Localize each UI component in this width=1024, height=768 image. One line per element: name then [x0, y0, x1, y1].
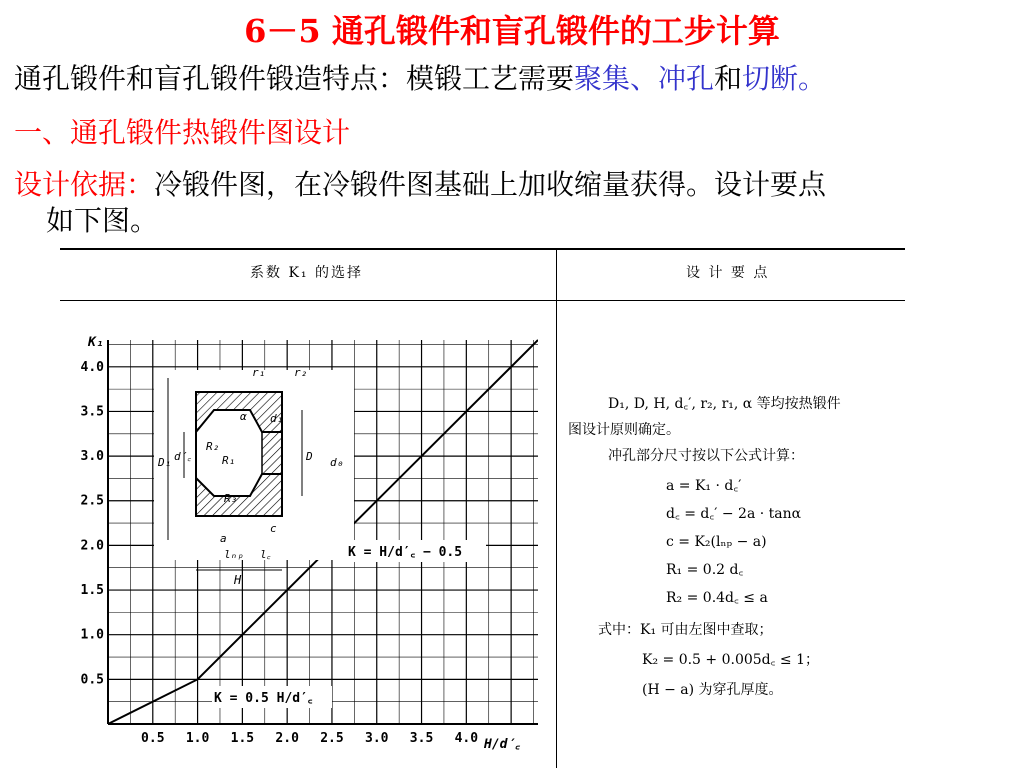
y-tick-label: 2.5 [80, 493, 104, 509]
annotation-lower-text: K = 0.5 H/d′꜀ [214, 691, 313, 706]
intro-blue-1: 聚集、冲孔 [574, 62, 715, 95]
x-tick-label: 2.5 [320, 731, 344, 746]
y-tick-label: 1.5 [80, 583, 104, 599]
intro-line [14, 62, 826, 96]
y-tick-label: 2.0 [80, 538, 104, 554]
sketch-label: l꜀ [260, 548, 271, 561]
sketch-label: r₁ [252, 366, 266, 379]
x-tick-label: 4.0 [454, 731, 479, 746]
y-tick-label: 0.5 [80, 672, 104, 688]
sketch-label: a [220, 532, 227, 545]
sketch-label: d₁ [270, 412, 284, 425]
sketch-label: H [234, 573, 242, 587]
x-tick-label: 1.5 [230, 731, 255, 746]
y-axis-label: K₁ [88, 335, 104, 350]
annotation-upper-text: K = H/d′꜀ − 0.5 [348, 545, 463, 560]
page-title: 6－5 通孔锻件和盲孔锻件的工步计算 [244, 12, 780, 50]
y-tick-label: 3.5 [80, 404, 104, 420]
note-line: 式中：K₁ 可由左图中查取； [598, 622, 773, 638]
intro-prefix: 通孔锻件和盲孔锻件锻造特点：模锻工艺需要 [14, 62, 575, 95]
sketch-label: R₂ [206, 440, 220, 453]
basis-label: 设计依据： [14, 168, 155, 201]
formula-line: R₂ = 0.4d꜀ ≤ a [666, 590, 768, 606]
annotation-lower [212, 686, 332, 708]
table-header-rule [60, 300, 905, 301]
x-axis-label: H/d′꜀ [484, 737, 520, 752]
x-tick-label: 0.5 [141, 731, 165, 746]
formula-line: d꜀ = d꜀′ − 2a · tanα [666, 506, 802, 522]
y-tick-label: 1.0 [80, 627, 104, 643]
note-line: D₁, D, H, d꜀′, r₂, r₁, α 等均按热锻件 [608, 396, 841, 412]
sketch-label: D₁ [158, 456, 172, 469]
note-line: (H − a) 为穿孔厚度。 [642, 682, 783, 698]
x-tick-label: 3.5 [409, 731, 434, 746]
sketch-label: D [306, 450, 313, 463]
basis-line-2: 如下图。 [46, 204, 159, 237]
sketch-label: R₁ [222, 454, 236, 467]
sketch-label: d′꜀ [174, 450, 192, 463]
intro-mid: 和 [714, 62, 743, 95]
k1-chart [78, 334, 538, 764]
intro-blue-2: 切断。 [742, 62, 827, 95]
x-tick-label: 1.0 [185, 731, 210, 746]
formula-line: c = K₂(lₙₚ − a) [666, 534, 767, 550]
y-tick-label: 3.0 [80, 449, 104, 465]
left-header: 系数 K₁ 的选择 [250, 265, 363, 281]
y-tick-label: 4.0 [80, 359, 104, 375]
sketch-label: R₃ [224, 492, 238, 505]
sketch-label: α [240, 410, 247, 423]
x-tick-label: 3.0 [365, 731, 389, 746]
sketch-label: lₙₚ [224, 548, 244, 561]
right-header: 设 计 要 点 [686, 265, 770, 281]
formula-line: K₂ = 0.5 + 0.005d꜀ ≤ 1； [642, 652, 820, 668]
web-section [262, 432, 282, 474]
basis-text: 冷锻件图，在冷锻件图基础上加收缩量获得。设计要点 [154, 168, 827, 201]
table-top-rule [60, 248, 905, 250]
x-tick-label: 2.0 [275, 731, 299, 746]
note-line: 图设计原则确定。 [568, 422, 680, 438]
design-notes [568, 392, 898, 752]
sketch-label: d₀ [330, 456, 344, 469]
annotation-upper [346, 540, 486, 562]
sketch-label: c [270, 522, 277, 535]
note-line: 冲孔部分尺寸按以下公式计算： [608, 448, 804, 464]
formula-line: R₁ = 0.2 d꜀ [666, 562, 744, 578]
formula-line: a = K₁ · d꜀′ [666, 478, 742, 494]
table-divider [556, 248, 557, 768]
section-heading: 一、通孔锻件热锻件图设计 [14, 116, 351, 149]
sketch-label: r₂ [294, 366, 308, 379]
forging-sketch [154, 366, 354, 587]
basis-line [14, 168, 826, 202]
